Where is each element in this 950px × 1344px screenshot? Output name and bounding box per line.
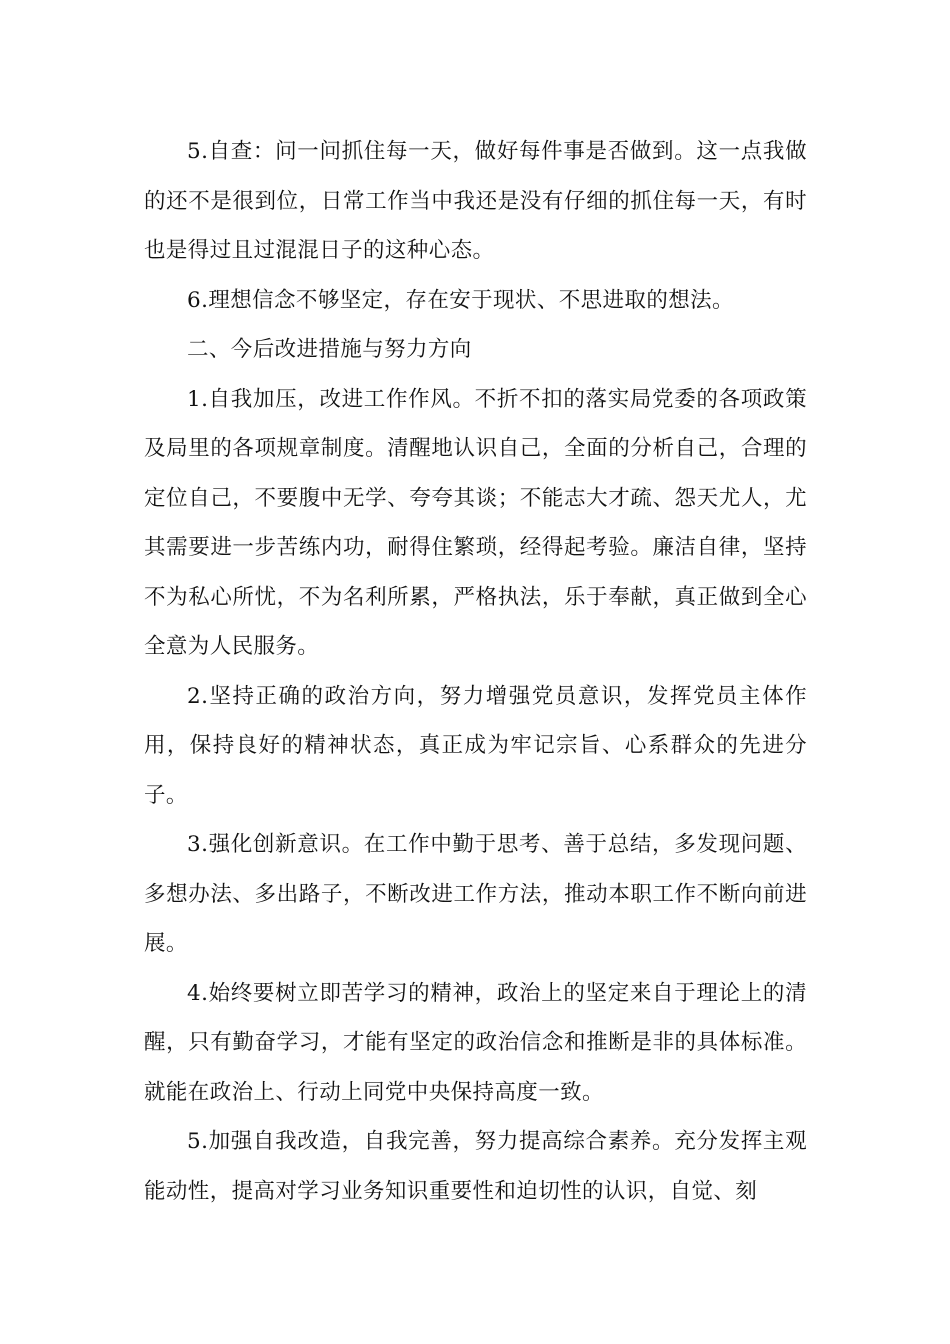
paragraph-measure-3: 3.强化创新意识。在工作中勤于思考、善于总结，多发现问题、多想办法、多出路子，不断改进工作方法，推动本职工作不断向前进展。 [144,832,807,956]
paragraph-measure-5: 5.加强自我改造，自我完善，努力提高综合素养。充分发挥主观能动性，提高对学习业务知识重要性和迫切性的认识，自觉、刻 [144,1129,807,1204]
document-body [144,127,807,1216]
paragraph-measure-2: 2.坚持正确的政治方向，努力增强党员意识，发挥党员主体作用，保持良好的精神状态，真正成为牢记宗旨、心系群众的先进分子。 [144,683,807,808]
paragraph-measure-1: 1.自我加压，改进工作作风。不折不扣的落实局党委的各项政策及局里的各项规章制度。清醒地认识自己，全面的分析自己，合理的定位自己，不要腹中无学、夸夸其谈；不能志大才疏、怨天尤人，尤其需要进一步苦练内功，耐得住繁琐，经得起考验。廉洁自律，坚持不为私心所忧，不为名利所累，严格执法，乐于奉献，真正做到全心全意为人民服务。 [144,386,807,659]
paragraph-self-check-5: 5.自查：问一问抓住每一天，做好每件事是否做到。这一点我做的还不是很到位，日常工作当中我还是没有仔细的抓住每一天，有时也是得过且过混混日子的这种心态。 [144,139,807,263]
paragraph-measure-4: 4.始终要树立即苦学习的精神，政治上的坚定来自于理论上的清醒，只有勤奋学习，才能有坚定的政治信念和推断是非的具体标准。就能在政治上、行动上同党中央保持高度一致。 [144,980,807,1105]
paragraph-ideals-6: 6.理想信念不够坚定，存在安于现状、不思进取的想法。 [187,287,734,313]
section-heading-improvement: 二、今后改进措施与努力方向 [187,337,472,362]
